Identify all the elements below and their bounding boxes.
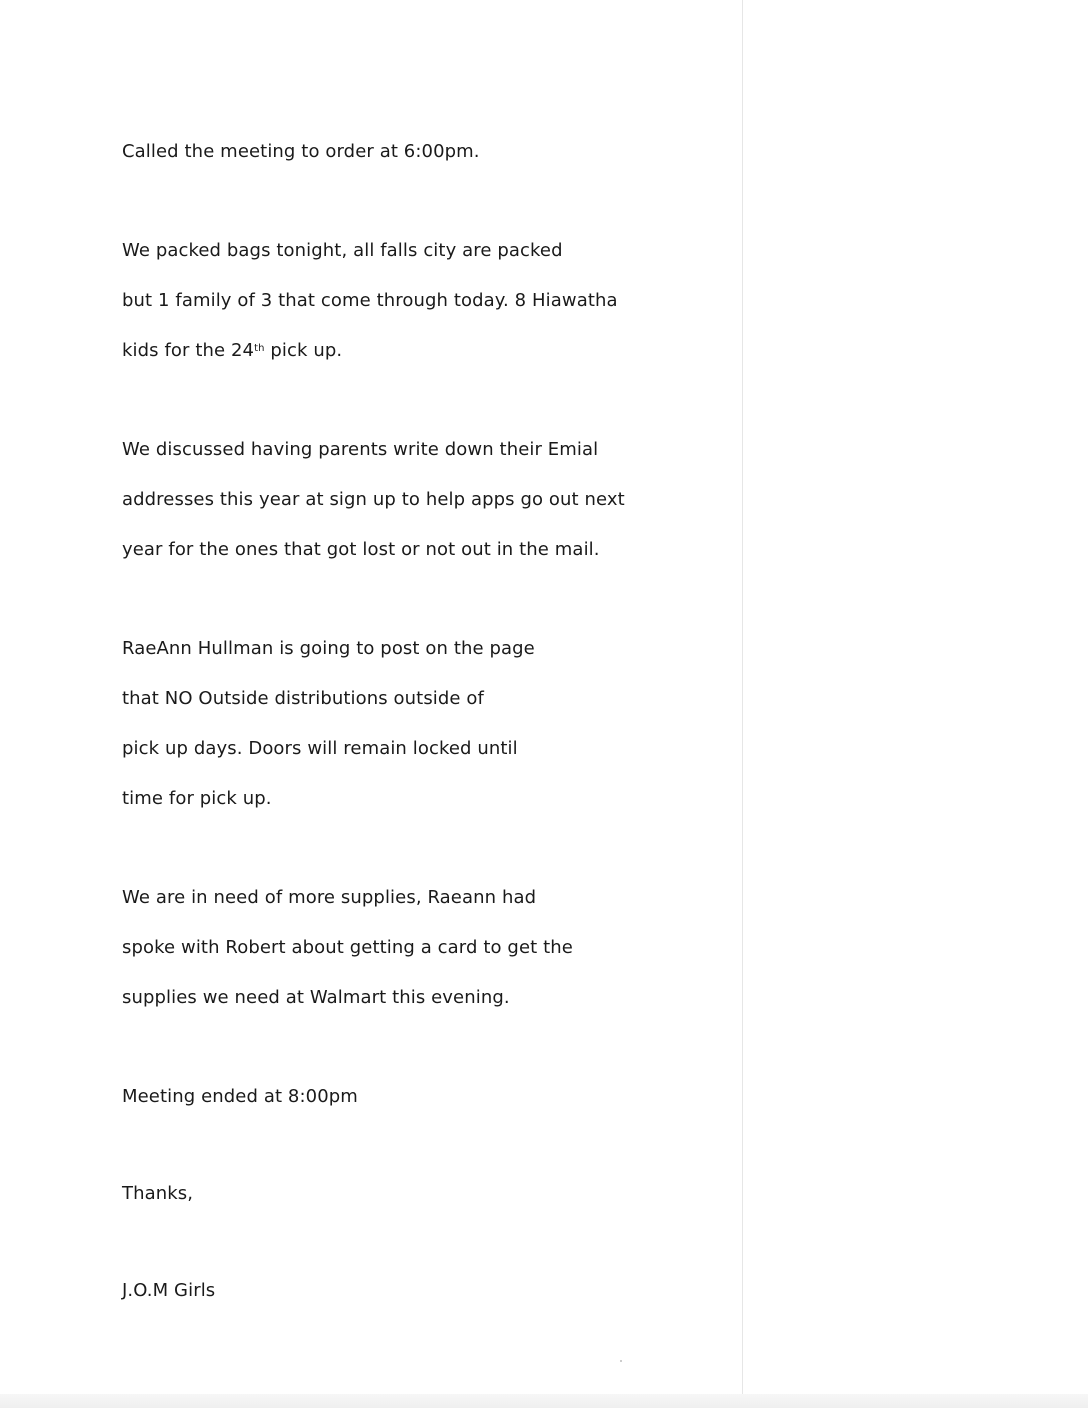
text-line: Called the meeting to order at 6:00pm. bbox=[122, 141, 480, 162]
text-line: Thanks, bbox=[122, 1183, 194, 1204]
paragraph-post-notice bbox=[122, 611, 642, 836]
text-line: supplies we need at Walmart this evening. bbox=[122, 987, 510, 1008]
text-fragment: kids for the 24 bbox=[122, 340, 255, 361]
meeting-minutes-text bbox=[122, 114, 642, 1352]
text-line: spoke with Robert about getting a card to get the bbox=[122, 937, 573, 958]
text-line: time for pick up. bbox=[122, 788, 272, 809]
paragraph-meeting-ended bbox=[122, 1059, 642, 1134]
text-line: year for the ones that got lost or not out in the mail. bbox=[122, 539, 600, 560]
text-fragment: pick up. bbox=[264, 340, 343, 361]
scan-bottom-edge bbox=[0, 1394, 1088, 1408]
text-line: J.O.M Girls bbox=[122, 1280, 216, 1301]
text-line: pick up days. Doors will remain locked until bbox=[122, 738, 518, 759]
closing-line bbox=[122, 1156, 642, 1231]
text-line: We packed bags tonight, all falls city are packed bbox=[122, 240, 563, 261]
text-line: that NO Outside distributions outside of bbox=[122, 688, 484, 709]
text-line bbox=[122, 338, 642, 363]
signature-line bbox=[122, 1253, 642, 1328]
paragraph-email-addresses bbox=[122, 412, 642, 587]
paragraph-call-to-order bbox=[122, 114, 642, 189]
page-fold-line bbox=[742, 0, 743, 1395]
ordinal-superscript: th bbox=[254, 343, 265, 354]
text-line: We discussed having parents write down their Emial bbox=[122, 439, 599, 460]
scan-speck bbox=[620, 1360, 622, 1362]
text-line: but 1 family of 3 that come through today. 8 Hiawatha bbox=[122, 290, 618, 311]
paragraph-packed-bags bbox=[122, 213, 642, 388]
text-line: We are in need of more supplies, Raeann had bbox=[122, 887, 537, 908]
text-line: Meeting ended at 8:00pm bbox=[122, 1086, 358, 1107]
text-line: addresses this year at sign up to help apps go out next bbox=[122, 489, 625, 510]
paragraph-supplies bbox=[122, 860, 642, 1035]
text-line: RaeAnn Hullman is going to post on the page bbox=[122, 638, 535, 659]
